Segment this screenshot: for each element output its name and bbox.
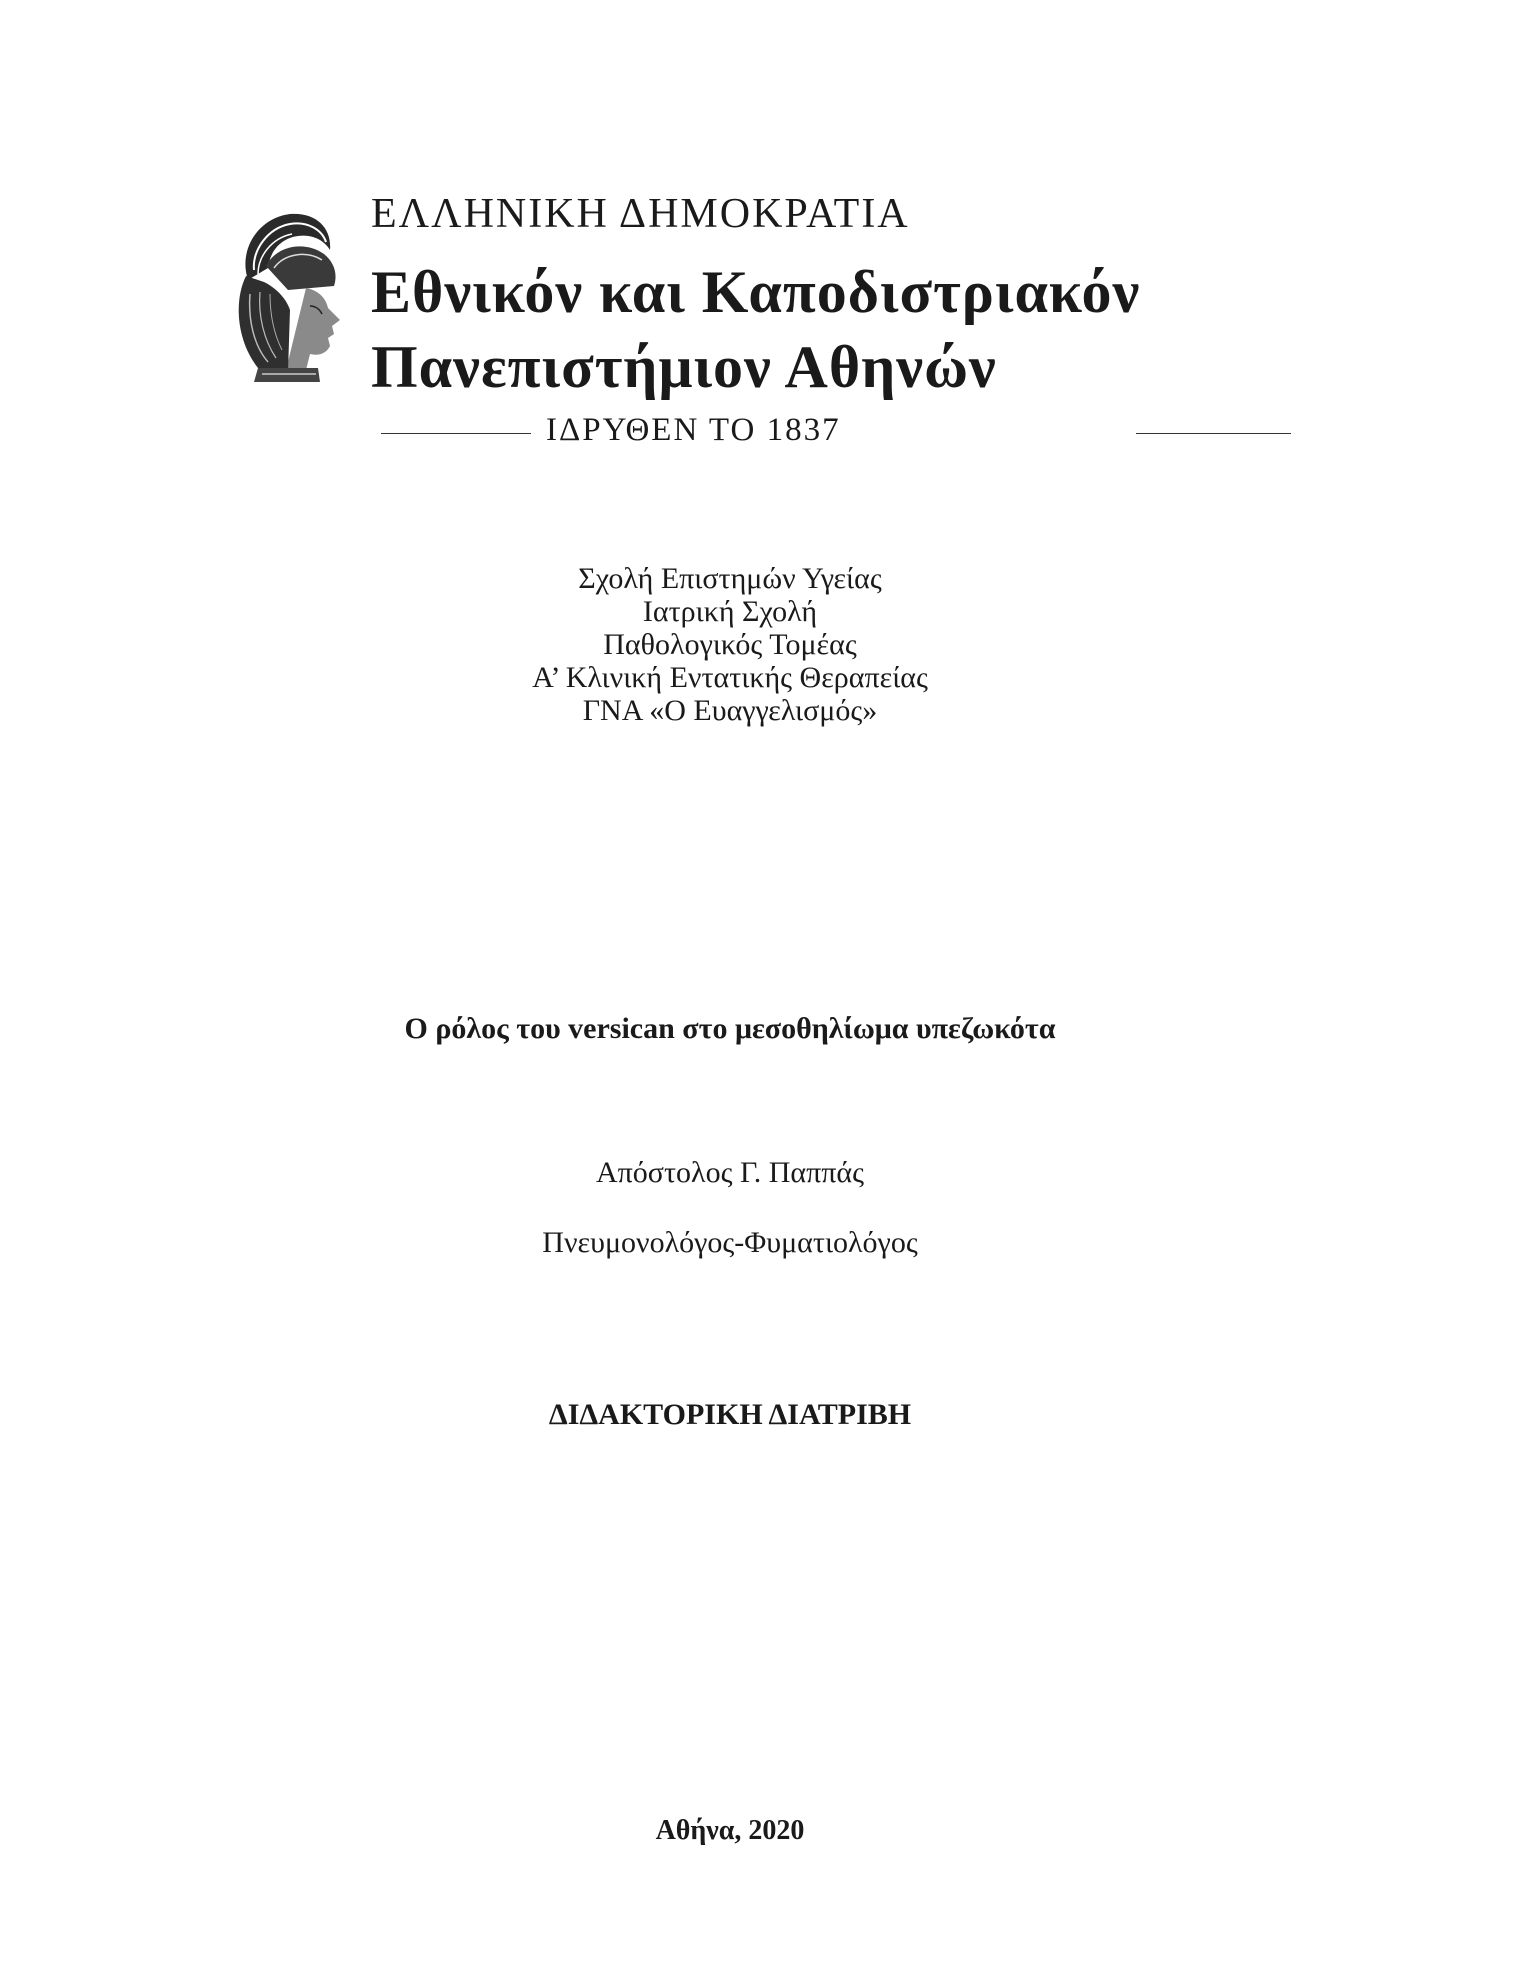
place-date: Αθήνα, 2020 (655, 1815, 805, 1846)
sector-line: Παθολογικός Τομέας (603, 628, 857, 661)
document-type: ΔΙΔΑΚΤΟΡΙΚΗ ΔΙΑΤΡΙΒΗ (548, 1398, 912, 1431)
government-title: ΕΛΛΗΝΙΚΗ ΔΗΜΟΚΡΑΤΙΑ (371, 191, 910, 237)
author-specialty: Πνευμονολόγος-Φυματιολόγος (542, 1226, 918, 1259)
founded-rule-right (1136, 433, 1291, 434)
hospital-line: ΓΝΑ «Ο Ευαγγελισμός» (582, 694, 878, 727)
athena-head-emblem-icon (228, 210, 353, 385)
university-name-line1: Εθνικόν και Καποδιστριακόν (371, 259, 1141, 325)
clinic-line: Α’ Κλινική Εντατικής Θεραπείας (532, 661, 928, 694)
faculty-line: Ιατρική Σχολή (642, 595, 818, 628)
school-line: Σχολή Επιστημών Υγείας (578, 562, 882, 595)
institution-block (0, 562, 1530, 727)
thesis-title: Ο ρόλος του versican στο μεσοθηλίωμα υπεζωκότα (404, 1012, 1056, 1045)
founded-text: ΙΔΡΥΘΕΝ ΤΟ 1837 (546, 412, 841, 448)
founded-rule-left (381, 433, 531, 434)
founded-row (381, 412, 1301, 452)
university-header (228, 190, 1258, 460)
university-name-line2: Πανεπιστήμιον Αθηνών (371, 334, 997, 400)
author-name: Απόστολος Γ. Παππάς (596, 1156, 864, 1189)
